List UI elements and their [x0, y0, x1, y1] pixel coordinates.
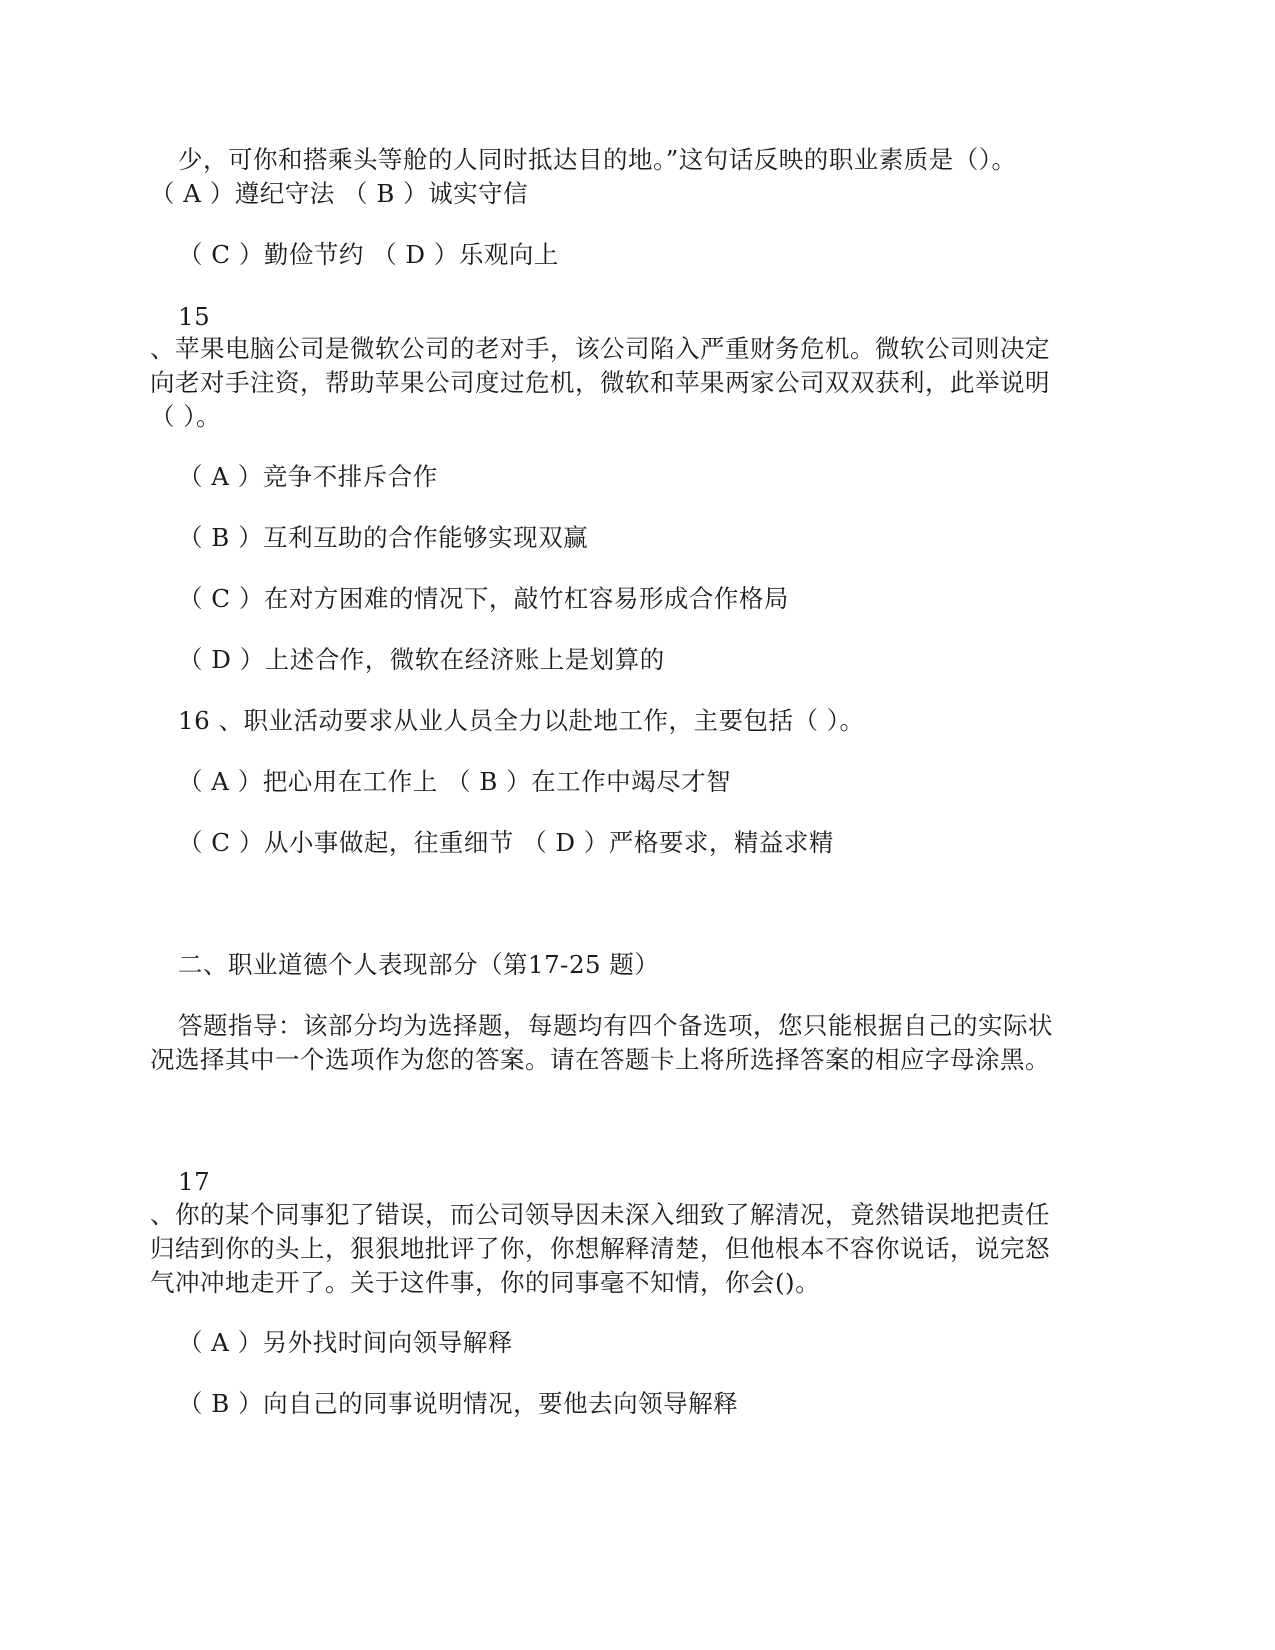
- q15-number: 15: [178, 302, 211, 331]
- q15-option-d: （ D ）上述合作，微软在经济账上是划算的: [178, 645, 665, 674]
- q15-stem-line2: 向老对手注资，帮助苹果公司度过危机，微软和苹果两家公司双双获利，此举说明: [150, 368, 1050, 397]
- q14-options-cd: （ C ）勤俭节约 （ D ）乐观向上: [178, 240, 559, 269]
- q16-stem: 16 、职业活动要求从业人员全力以赴地工作，主要包括（ ）。: [178, 706, 865, 735]
- q17-option-b: （ B ）向自己的同事说明情况，要他去向领导解释: [178, 1389, 739, 1418]
- q16-options-cd: （ C ）从小事做起，往重细节 （ D ）严格要求，精益求精: [178, 828, 834, 857]
- q17-stem-line2: 归结到你的头上，狠狠地批评了你，你想解释清楚，但他根本不容你说话，说完怒: [150, 1234, 1050, 1263]
- section2-heading: 二、职业道德个人表现部分（第17-25 题）: [178, 950, 660, 979]
- section2-guide-line2: 况选择其中一个选项作为您的答案。请在答题卡上将所选择答案的相应字母涂黑。: [150, 1045, 1050, 1074]
- q15-stem-line1: 、苹果电脑公司是微软公司的老对手，该公司陷入严重财务危机。微软公司则决定: [150, 334, 1050, 363]
- q15-option-c: （ C ）在对方困难的情况下，敲竹杠容易形成合作格局: [178, 584, 789, 613]
- q17-option-a: （ A ）另外找时间向领导解释: [178, 1328, 513, 1357]
- q17-number: 17: [178, 1167, 211, 1196]
- q14-stem-tail: 少，可你和搭乘头等舱的人同时抵达目的地。”这句话反映的职业素质是（）。: [178, 145, 1017, 174]
- q17-stem-line1: 、你的某个同事犯了错误，而公司领导因未深入细致了解清况，竟然错误地把责任: [150, 1200, 1050, 1229]
- q15-option-b: （ B ）互利互助的合作能够实现双赢: [178, 523, 589, 552]
- section2-guide-line1: 答题指导：该部分均为选择题，每题均有四个备选项，您只能根据自己的实际状: [178, 1011, 1053, 1040]
- q15-option-a: （ A ）竞争不排斥合作: [178, 462, 438, 491]
- q15-stem-line3: （ ）。: [150, 402, 222, 431]
- q17-stem-line3: 气冲冲地走开了。关于这件事，你的同事毫不知情，你会()。: [150, 1268, 821, 1297]
- q16-options-ab: （ A ）把心用在工作上 （ B ）在工作中竭尽才智: [178, 767, 732, 796]
- q14-options-ab: （ A ）遵纪守法 （ B ）诚实守信: [150, 179, 529, 208]
